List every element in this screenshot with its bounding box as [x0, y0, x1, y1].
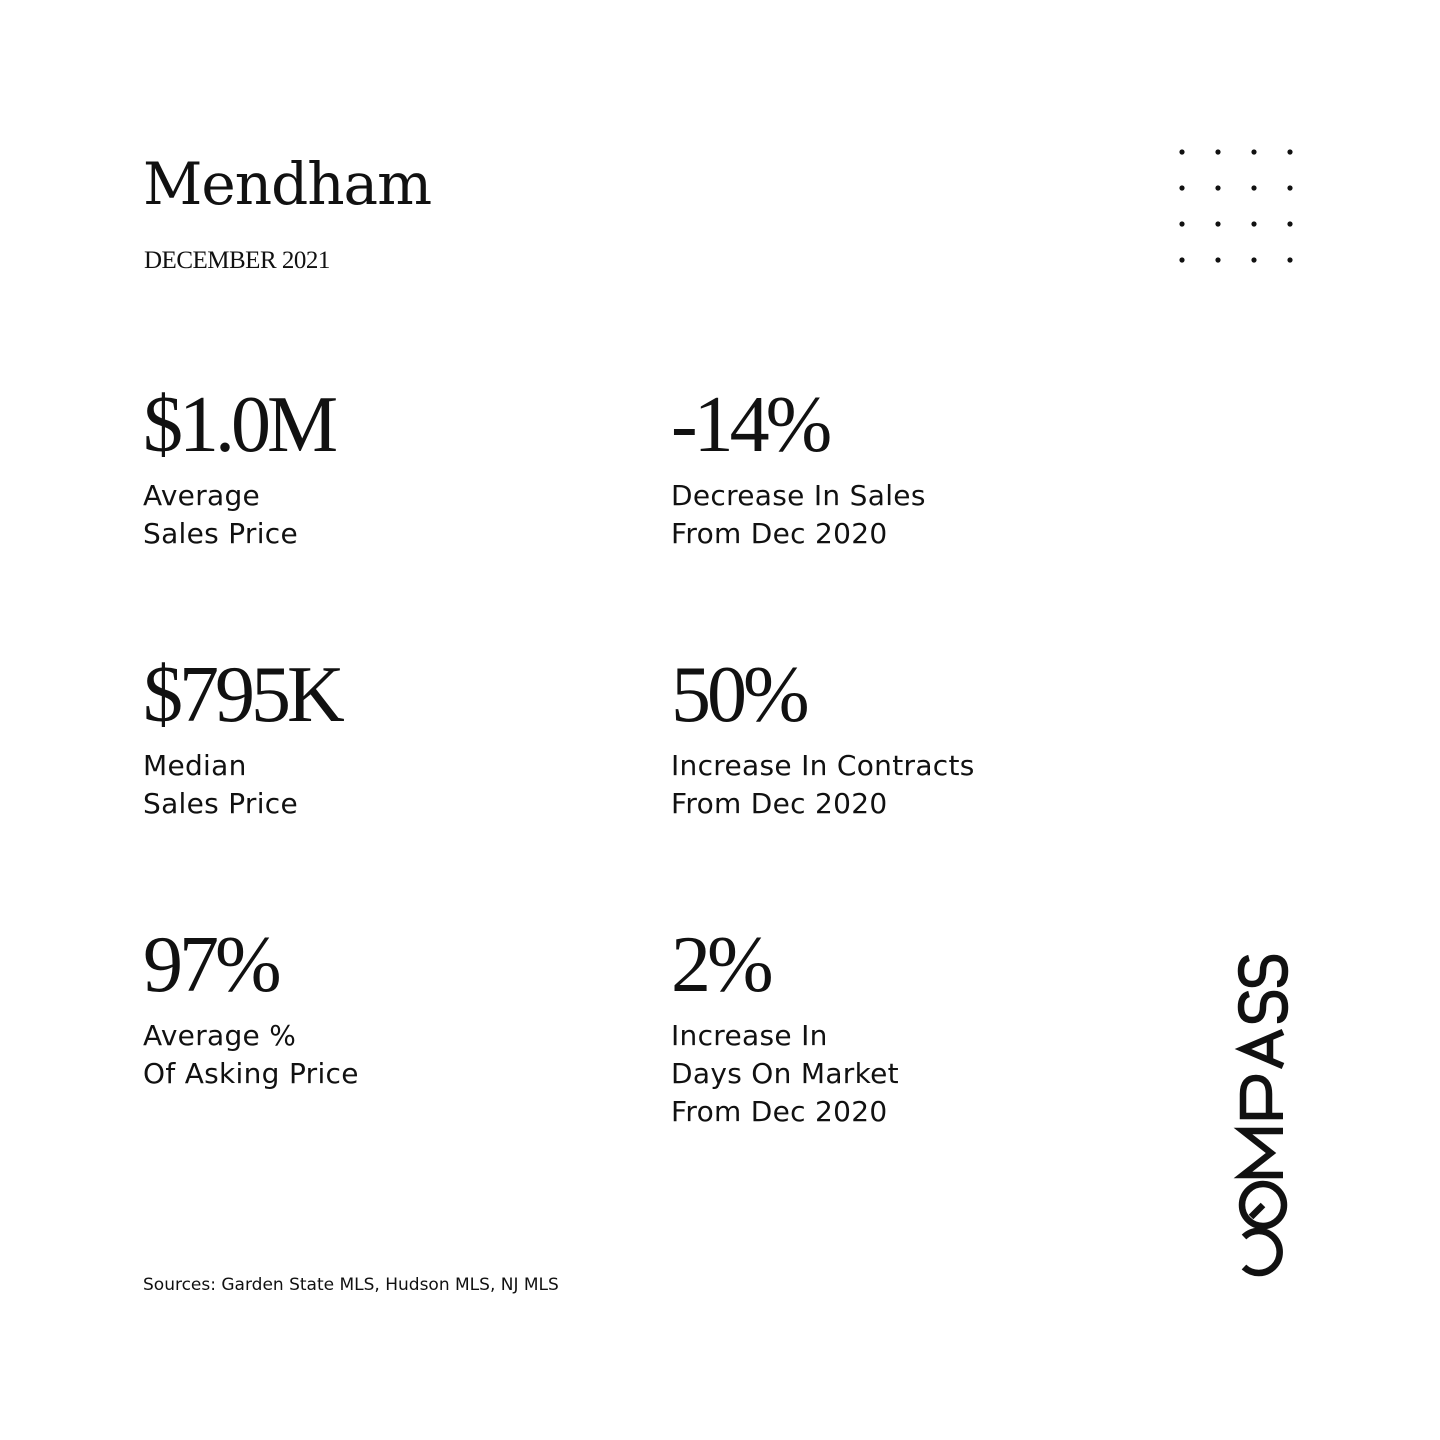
stat-label-line: Of Asking Price: [143, 1057, 359, 1090]
stat-label: [143, 747, 341, 823]
stat-value: 97%: [143, 921, 278, 1009]
stat-label: [143, 1017, 359, 1093]
stat-days-on-market-change: [671, 921, 899, 1131]
stat-label-line: From Dec 2020: [671, 787, 888, 820]
page-title: Mendham: [143, 150, 432, 218]
stat-contracts-change: [671, 651, 975, 823]
stat-label-line: From Dec 2020: [671, 517, 888, 550]
stat-label: [671, 477, 926, 553]
stat-value: 2%: [671, 921, 770, 1009]
stat-label-line: Sales Price: [143, 787, 299, 820]
stat-value: 50%: [671, 651, 806, 739]
stat-label-line: Increase In: [671, 1019, 828, 1052]
compass-logo: [1233, 950, 1293, 1295]
stat-label: [143, 477, 334, 553]
stat-value: -14%: [671, 381, 829, 469]
stat-label: [671, 1017, 899, 1131]
report-date: DECEMBER 2021: [144, 247, 330, 274]
stat-label-line: Days On Market: [671, 1057, 899, 1090]
stat-sales-change: [671, 381, 926, 553]
stat-label-line: Median: [143, 749, 247, 782]
stat-label: [671, 747, 975, 823]
stat-label-line: Average: [143, 479, 261, 512]
stat-label-line: From Dec 2020: [671, 1095, 888, 1128]
stat-value: $1.0M: [143, 381, 335, 469]
stat-label-line: Average %: [143, 1019, 297, 1052]
stat-label-line: Decrease In Sales: [671, 479, 926, 512]
stat-median-sales-price: [143, 651, 341, 823]
stat-average-sales-price: [143, 381, 335, 553]
stat-label-line: Increase In Contracts: [671, 749, 975, 782]
stat-label-line: Sales Price: [143, 517, 299, 550]
sources-note: Sources: Garden State MLS, Hudson MLS, NJ MLS: [143, 1275, 559, 1295]
stat-percent-of-asking: [143, 921, 359, 1093]
dot-grid-icon: [1172, 142, 1300, 270]
stat-value: $795K: [143, 651, 341, 739]
